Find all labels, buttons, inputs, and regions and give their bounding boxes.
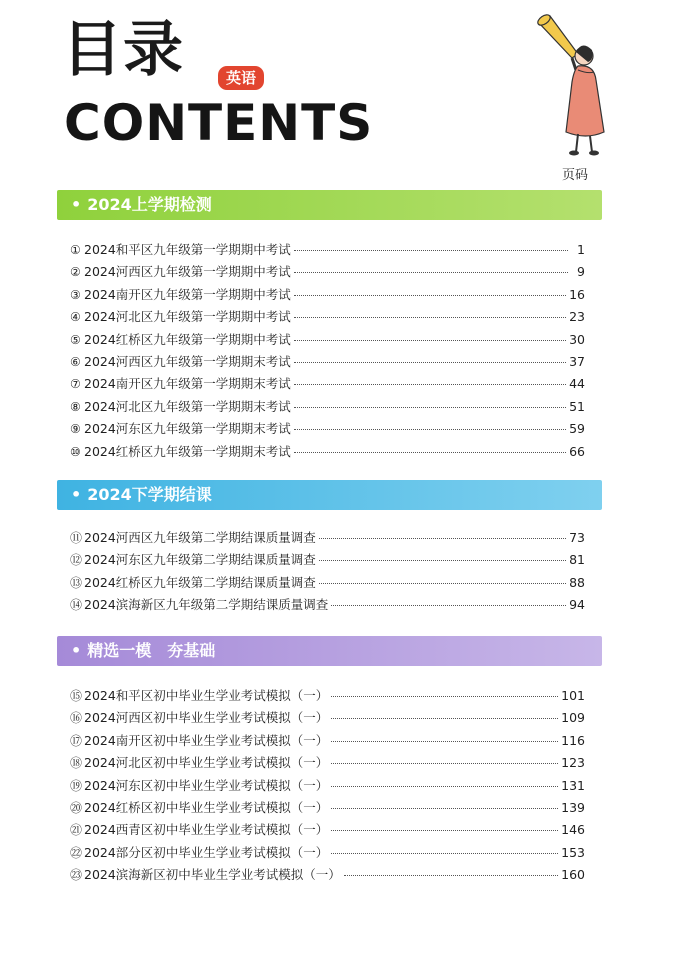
toc-entry[interactable] <box>70 307 585 329</box>
dot-leader <box>319 583 566 584</box>
dot-leader <box>294 407 566 408</box>
dot-leader <box>331 696 558 697</box>
entry-number: ⑭ <box>70 598 83 613</box>
dot-leader <box>294 429 566 430</box>
entry-number: ㉑ <box>70 823 83 838</box>
entry-page-number: 66 <box>569 443 585 459</box>
entry-page-number: 88 <box>569 574 585 590</box>
entry-page-number: 9 <box>577 264 585 280</box>
toc-entry[interactable] <box>70 262 585 284</box>
dot-leader <box>344 875 558 876</box>
entry-page-number: 160 <box>561 867 585 883</box>
toc-entry[interactable] <box>70 573 585 595</box>
entry-number: ⑳ <box>70 800 83 815</box>
entry-title: 2024河东区初中毕业生学业考试模拟（一） <box>84 777 329 793</box>
entry-number: ⑨ <box>70 422 81 437</box>
entry-number: ⑤ <box>70 332 81 347</box>
entry-number: ⑪ <box>70 531 83 545</box>
entry-page-number: 109 <box>561 710 585 726</box>
entry-page-number: 146 <box>561 822 585 838</box>
dot-leader <box>294 250 568 251</box>
trumpet-player-illustration <box>532 10 612 160</box>
entry-page-number: 123 <box>561 755 585 771</box>
toc-entry[interactable] <box>70 731 585 753</box>
dot-leader <box>331 853 558 854</box>
entry-title: 2024和平区初中毕业生学业考试模拟（一） <box>84 688 329 703</box>
section-title: 2024上学期检测 <box>87 195 212 214</box>
toc-entry[interactable] <box>70 865 585 887</box>
entry-page-number: 44 <box>569 376 585 392</box>
dot-leader <box>331 808 558 809</box>
dot-leader <box>319 560 566 561</box>
entry-title: 2024南开区九年级第一学期期中考试 <box>84 286 291 302</box>
dot-leader <box>331 605 566 606</box>
entry-title: 2024红桥区九年级第一学期期末考试 <box>84 443 291 459</box>
entry-title: 2024和平区九年级第一学期期中考试 <box>84 242 291 257</box>
toc-entry[interactable] <box>70 442 585 464</box>
entry-page-number: 73 <box>569 530 585 545</box>
entry-title: 2024南开区九年级第一学期期末考试 <box>84 376 291 392</box>
entry-page-number: 37 <box>569 353 585 369</box>
entry-page-number: 139 <box>561 799 585 815</box>
entry-page-number: 81 <box>569 552 585 568</box>
entry-title: 2024红桥区初中毕业生学业考试模拟（一） <box>84 799 329 815</box>
bullet-dot: • <box>71 195 82 214</box>
entry-title: 2024河西区九年级第一学期期中考试 <box>84 264 291 280</box>
entry-number: ⑩ <box>70 444 81 459</box>
toc-entry[interactable] <box>70 776 585 798</box>
entry-title: 2024滨海新区九年级第二学期结课质量调查 <box>84 597 329 613</box>
dot-leader <box>331 763 558 764</box>
entry-number: ⑥ <box>70 354 81 369</box>
entry-page-number: 153 <box>561 844 585 860</box>
toc-entry[interactable] <box>70 374 585 396</box>
entry-number: ⑬ <box>70 575 83 590</box>
entry-title: 2024红桥区九年级第一学期期中考试 <box>84 331 291 347</box>
entry-title: 2024河东区九年级第二学期结课质量调查 <box>84 552 316 568</box>
entry-title: 2024南开区初中毕业生学业考试模拟（一） <box>84 732 329 748</box>
entry-title: 2024西青区初中毕业生学业考试模拟（一） <box>84 822 329 838</box>
toc-entry[interactable] <box>70 798 585 820</box>
entry-number: ㉒ <box>70 845 83 860</box>
bullet-dot: • <box>71 641 82 660</box>
dot-leader <box>294 317 566 318</box>
entry-number: ④ <box>70 310 81 325</box>
dot-leader <box>319 538 566 539</box>
page-column-label: 页码 <box>562 168 589 183</box>
entry-title: 2024河北区九年级第一学期期中考试 <box>84 309 291 325</box>
entry-page-number: 59 <box>569 421 585 437</box>
dot-leader <box>294 452 566 453</box>
entry-number: ⑦ <box>70 377 81 392</box>
entry-title: 2024河西区九年级第一学期期末考试 <box>84 353 291 369</box>
section-header-first-term <box>57 190 602 220</box>
dot-leader <box>331 830 558 831</box>
dot-leader <box>294 384 566 385</box>
toc-entry[interactable] <box>70 708 585 730</box>
toc-entry[interactable] <box>70 686 585 708</box>
toc-list-mock-exams <box>70 686 585 888</box>
entry-page-number: 30 <box>569 331 585 347</box>
entry-title: 2024河西区初中毕业生学业考试模拟（一） <box>84 710 329 726</box>
entry-number: ⑫ <box>70 553 83 568</box>
section-header-mock-exams <box>57 636 602 666</box>
toc-entry[interactable] <box>70 419 585 441</box>
dot-leader <box>294 362 566 363</box>
dot-leader <box>294 340 566 341</box>
entry-title: 2024河北区初中毕业生学业考试模拟（一） <box>84 755 329 771</box>
entry-number: ⑮ <box>70 689 83 703</box>
toc-list-second-term <box>70 528 585 618</box>
toc-entry[interactable] <box>70 352 585 374</box>
entry-title: 2024部分区初中毕业生学业考试模拟（一） <box>84 844 329 860</box>
page-title-chinese: 目录 <box>62 15 184 85</box>
entry-page-number: 51 <box>569 398 585 414</box>
entry-page-number: 1 <box>577 242 585 257</box>
dot-leader <box>331 786 558 787</box>
entry-number: ⑯ <box>70 711 83 726</box>
dot-leader <box>294 295 566 296</box>
toc-entry[interactable] <box>70 753 585 775</box>
entry-page-number: 16 <box>569 286 585 302</box>
dot-leader <box>331 741 558 742</box>
entry-page-number: 101 <box>561 688 585 703</box>
entry-number: ③ <box>70 287 81 302</box>
entry-page-number: 23 <box>569 309 585 325</box>
section-header-second-term <box>57 480 602 510</box>
bullet-dot: • <box>71 485 82 504</box>
entry-page-number: 116 <box>561 732 585 748</box>
entry-number: ㉓ <box>70 868 83 883</box>
entry-page-number: 131 <box>561 777 585 793</box>
entry-title: 2024滨海新区初中毕业生学业考试模拟（一） <box>84 867 341 883</box>
toc-entry[interactable] <box>70 528 585 550</box>
entry-title: 2024河西区九年级第二学期结课质量调查 <box>84 530 316 545</box>
entry-page-number: 94 <box>569 597 585 613</box>
entry-number: ⑲ <box>70 778 83 793</box>
entry-number: ⑰ <box>70 733 83 748</box>
toc-entry[interactable] <box>70 550 585 572</box>
dot-leader <box>331 718 558 719</box>
entry-number: ① <box>70 243 81 257</box>
toc-entry[interactable] <box>70 285 585 307</box>
toc-entry[interactable] <box>70 595 585 617</box>
entry-number: ② <box>70 265 81 280</box>
page-title-english: CONTENTS <box>64 94 374 152</box>
entry-number: ⑱ <box>70 756 83 771</box>
entry-title: 2024红桥区九年级第二学期结课质量调查 <box>84 574 316 590</box>
toc-entry[interactable] <box>70 330 585 352</box>
entry-number: ⑧ <box>70 399 81 414</box>
section-title: 2024下学期结课 <box>87 485 212 504</box>
toc-entry[interactable] <box>70 820 585 842</box>
entry-title: 2024河东区九年级第一学期期末考试 <box>84 421 291 437</box>
section-title: 精选一模 夯基础 <box>87 641 216 660</box>
toc-entry[interactable] <box>70 240 585 262</box>
toc-entry[interactable] <box>70 397 585 419</box>
dot-leader <box>294 272 568 273</box>
toc-list-first-term <box>70 240 585 464</box>
entry-title: 2024河北区九年级第一学期期末考试 <box>84 398 291 414</box>
toc-entry[interactable] <box>70 843 585 865</box>
subject-badge: 英语 <box>218 66 264 90</box>
